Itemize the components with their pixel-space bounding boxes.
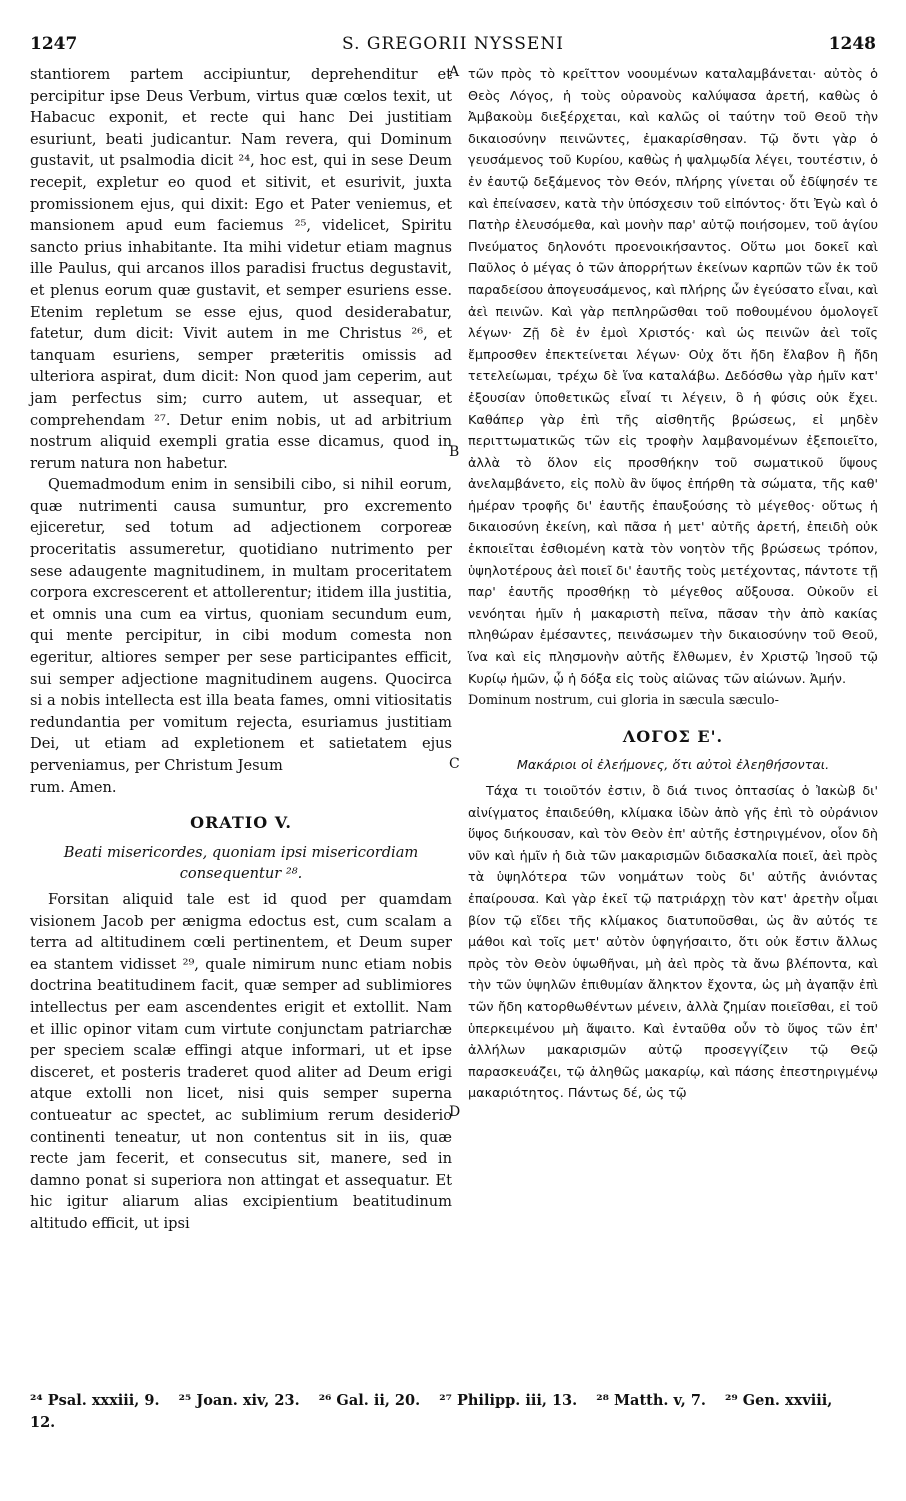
latin-paragraph-3: Forsitan aliquid tale est id quod per quamdam visionem Jacob per ænigma edoctus est, cum scalam a terra ad altitudinem cœli pertinentem, et Deum super ea stantem vidisset ²⁹, quale nimirum nunc etiam nobis doctrina beatitudinem facit, quæ semper ad sublimiores intellectus per eam ascendentes erigit et extollit. Nam et illic opinor vitam cum virtute conjunctam patriarchæ per speciem scalæ effingi atque informari, ut et ipse disceret, et posteris traderet quod aliter ad Deum erigi atque extolli non licet, nisi quis semper superna contueatur ac spectet, ac sublimium rerum desiderio continenti teneatur, ut non contentus sit in iis, quæ recte jam fecerit, et consecutus sit, manere, sed in damno ponat si superiora non attingat et assequatur. Et hic igitur aliarum alias excipientium beatitudinum altitudo efficit, ut ipsi (30, 890, 452, 1232)
margin-marker-d: D (449, 1104, 461, 1120)
latin-continuation: Dominum nostrum, cui gloria in sæcula sæculo- (468, 693, 779, 709)
latin-paragraph-2-end: rum. Amen. (30, 778, 117, 796)
oratio-title: ORATIO V. (190, 813, 292, 833)
footnote-26: ²⁶ Gal. ii, 20. (318, 1392, 421, 1409)
margin-marker-c: C (449, 756, 460, 772)
footnote-29: ²⁹ Gen. xxviii, 12. (30, 1392, 833, 1431)
oratio-subtitle: Beati misericordes, quoniam ipsi misericordiam consequentur ²⁸. (63, 843, 419, 883)
logos-title: ΛΟΓΟΣ Ε'. (622, 726, 724, 746)
footnote-25: ²⁵ Joan. xiv, 23. (178, 1392, 300, 1409)
footnote-27: ²⁷ Philipp. iii, 13. (439, 1392, 578, 1409)
greek-paragraph-2: Τάχα τι τοιοῦτόν ἐστιν, ὃ διά τινος ὀπτασίας ὁ Ἰακὼβ δι' αἰνίγματος ἐπαιδεύθη, κλίμακα ἰδὼν ἀπὸ γῆς ἐπὶ τὸ οὐράνιον ὕψος διήκουσαν, καὶ τὸν Θεὸν ἐπ' αὐτῆς ἐστηριγμένον, οἷον δὴ νῦν καὶ ἡμῖν ἡ διὰ τῶν μακαρισμῶν διδασκαλία ποιεῖ, ἀεὶ πρὸς τὰ ὑψηλότερα τῶν νοημάτων τοὺς δι' αὐτῆς ἀνιόντας ἐπαίρουσα. Καὶ γὰρ ἐκεῖ τῷ πατριάρχῃ τὸν κατ' ἀρετὴν οἶμαι βίον τῷ εἴδει τῆς κλίμακος διατυποῦσθαι, ὡς ἂν αὐτός τε μάθοι καὶ τοῖς μετ' αὐτὸν ὑφηγήσαιτο, ὅτι οὐκ ἔστιν ἄλλως πρὸς τὸν Θεὸν ὑψωθῆναι, μὴ ἀεὶ πρὸς τὰ ἄνω βλέποντα, καὶ τὴν τῶν ὑψηλῶν ἐπιθυμίαν ἄληκτον ἔχοντα, ὡς μὴ ἀγαπᾷν ἐπὶ τῶν ἤδη κατορθωθέντων μένειν, ἀλλὰ ζημίαν ποιεῖσθαι, εἰ τοῦ ὑπερκειμένου μὴ ἅψαιτο. Καὶ ἐνταῦθα οὖν τὸ ὕψος τῶν ἐπ' ἀλλήλων μακαρισμῶν αὐτῷ προσεγγίζειν τῷ Θεῷ παρασκευάζει, τῷ ἀληθῶς μακαρίῳ, καὶ πάσης ἐπεστηριγμένῳ μακαριότητος. Πάντως δέ, ὡς τῷ (468, 784, 878, 1102)
running-title: S. GREGORII NYSSENI (342, 34, 564, 54)
latin-paragraph-2: Quemadmodum enim in sensibili cibo, si nihil eorum, quæ nutrimenti causa sumuntur, pro excremento ejiceretur, sed totum ad adjectionem corporeæ proceritatis assumeretur, quotidiano nutrimento per sese adaugente magnitudinem, in multam proceritatem corpora excrescerent et attollerentur; itidem illa justitia, et omnis una cum ea virtus, quoniam secundum eum, qui mente percipitur, in cibi modum comesta non egeritur, altiores semper per sese participantes efficit, sui semper adjectione magnitudinem augens. Quocirca si a nobis intellecta est illa beata fames, omni vitiositatis redundantia per vomitum rejecta, esuriamus justitiam Dei, ut etiam ad expletionem et satietatem ejus perveniamus, per Christum Jesum (30, 476, 452, 774)
footnote-28: ²⁸ Matth. v, 7. (596, 1392, 706, 1409)
latin-column (30, 64, 452, 1234)
margin-markers (446, 64, 470, 1164)
page-number-left: 1247 (30, 34, 78, 54)
page-number-right: 1248 (828, 34, 876, 54)
page-header (30, 34, 876, 58)
logos-subtitle: Μακάριοι οἱ ἐλεήμονες, ὅτι αὐτοὶ ἐλεηθήσονται. (516, 758, 830, 774)
latin-paragraph-1: stantiorem partem accipiuntur, deprehenditur et percipitur ipse Deus Verbum, virtus quæ cœlos texit, ut Habacuc exponit, et recte qui hanc Dei justitiam esuriunt, beati judicantur. Nam revera, qui Dominum gustavit, ut psalmodia dicit ²⁴, hoc est, qui in sese Deum recepit, expletur eo quod et sitivit, et esurivit, juxta promissionem ejus, qui dixit: Ego et Pater veniemus, et mansionem apud eum faciemus ²⁵, videlicet, Spiritu sancto prius inhabitante. Ita mihi videtur etiam magnus ille Paulus, qui arcanos illos paradisi fructus degustavit, et plenus eorum quæ gustavit, et semper esuriens esse. Etenim repletum se esse ejus, quod desiderabatur, fatetur, dum dicit: Vivit autem in me Christus ²⁶, et tanquam esuriens, semper præteritis omissis ad ulteriora aspirat, dum dicit: Non quod jam ceperim, aut jam perfectus sim; curro autem, ut assequar, et comprehendam ²⁷. Detur enim nobis, ut ad arbitrium nostrum aliquid exempli gratia esse dicamus, quod in rerum natura non habetur. (30, 66, 452, 472)
footnote-24: ²⁴ Psal. xxxiii, 9. (30, 1392, 160, 1409)
greek-column (468, 64, 878, 1105)
greek-paragraph-1: τῶν πρὸς τὸ κρεῖττον νοουμένων καταλαμβάνεται· αὐτὸς ὁ Θεὸς Λόγος, ἡ τοὺς οὐρανοὺς καλύψασα ἀρετή, καθὼς ὁ Ἀμβακοὺμ διεξέρχεται, καὶ καλῶς οἱ ταύτην τοῦ Θεοῦ τὴν δικαιοσύνην πεινῶντες, ἐμακαρίσθησαν. Τῷ ὄντι γὰρ ὁ γευσάμενος τοῦ Κυρίου, καθὼς ἡ ψαλμῳδία λέγει, τουτέστιν, ὁ ἐν ἑαυτῷ δεξάμενος τὸν Θεόν, πλήρης γίνεται οὗ ἐδίψησέν τε καὶ ἐπείνασεν, κατὰ τὴν ὑπόσχεσιν τοῦ εἰπόντος· ὅτι Ἐγὼ καὶ ὁ Πατὴρ ἐλευσόμεθα, καὶ μονὴν παρ' αὐτῷ ποιήσομεν, τοῦ ἁγίου Πνεύματος δηλονότι προενοικήσαντος. Οὕτω μοι δοκεῖ καὶ Παῦλος ὁ μέγας ὁ τῶν ἀπορρήτων ἐκείνων καρπῶν τῶν ἐκ τοῦ παραδείσου ἀπογευσάμενος, καὶ πλήρης ὧν ἐγεύσατο εἶναι, καὶ ἀεὶ πεινῶν. Καὶ γὰρ πεπληρῶσθαι τοῦ ποθουμένου ὁμολογεῖ λέγων· Ζῇ δὲ ἐν ἐμοὶ Χριστός· καὶ ὡς πεινῶν ἀεὶ τοῖς ἔμπροσθεν ἐπεκτείνεται λέγων· Οὐχ ὅτι ἤδη ἔλαβον ἢ ἤδη τετελείωμαι, τρέχω δὲ ἵνα καταλάβω. Δεδόσθω γὰρ ἡμῖν κατ' ἐξουσίαν ὑποθετικῶς εἶναί τι λέγειν, ὃ ἡ φύσις οὐκ ἔχει. Καθάπερ γὰρ ἐπὶ τῆς αἰσθητῆς βρώσεως, εἰ μηδὲν περιττωματικῶς τῶν εἰς τροφὴν λαμβανομένων ἐξεποιεῖτο, ἀλλὰ τὸ ὅλον εἰς προσθήκην τοῦ σωματικοῦ ὕψους ἀνελαμβάνετο, εἰς πολὺ ἂν ὕψος ἐπήρθη τὰ σώματα, τῆς καθ' ἡμέραν τροφῆς δι' ἑαυτῆς ἐπαυξούσης τὸ μέγεθος· οὕτως ἡ δικαιοσύνη ἐκείνη, καὶ πᾶσα ἡ μετ' αὐτῆς ἀρετή, ἐπειδὴ οὐκ ἐκποιεῖται ἐσθιομένη κατὰ τὸν νοητὸν τῆς βρώσεως τρόπον, ὑψηλοτέρους ἀεὶ ποιεῖ δι' ἑαυτῆς τοὺς μετέχοντας, πάντοτε τῇ παρ' ἑαυτῆς προσθήκῃ τὸ μέγεθος αὔξουσα. Οὐκοῦν εἰ νενόηται ἡμῖν ἡ μακαριστὴ πεῖνα, πᾶσαν τὴν ἀπὸ κακίας πληθώραν ἐμέσαντες, πεινάσωμεν τὴν δικαιοσύνην τοῦ Θεοῦ, ἵνα καὶ εἰς πλησμονὴν αὐτῆς ἔλθωμεν, ἐν Χριστῷ Ἰησοῦ τῷ Κυρίῳ ἡμῶν, ᾧ ἡ δόξα εἰς τοὺς αἰῶνας τῶν αἰώνων. Ἀμήν. (468, 67, 878, 687)
margin-marker-a: A (449, 64, 460, 80)
margin-marker-b: B (449, 444, 460, 460)
footnotes (30, 1390, 876, 1434)
